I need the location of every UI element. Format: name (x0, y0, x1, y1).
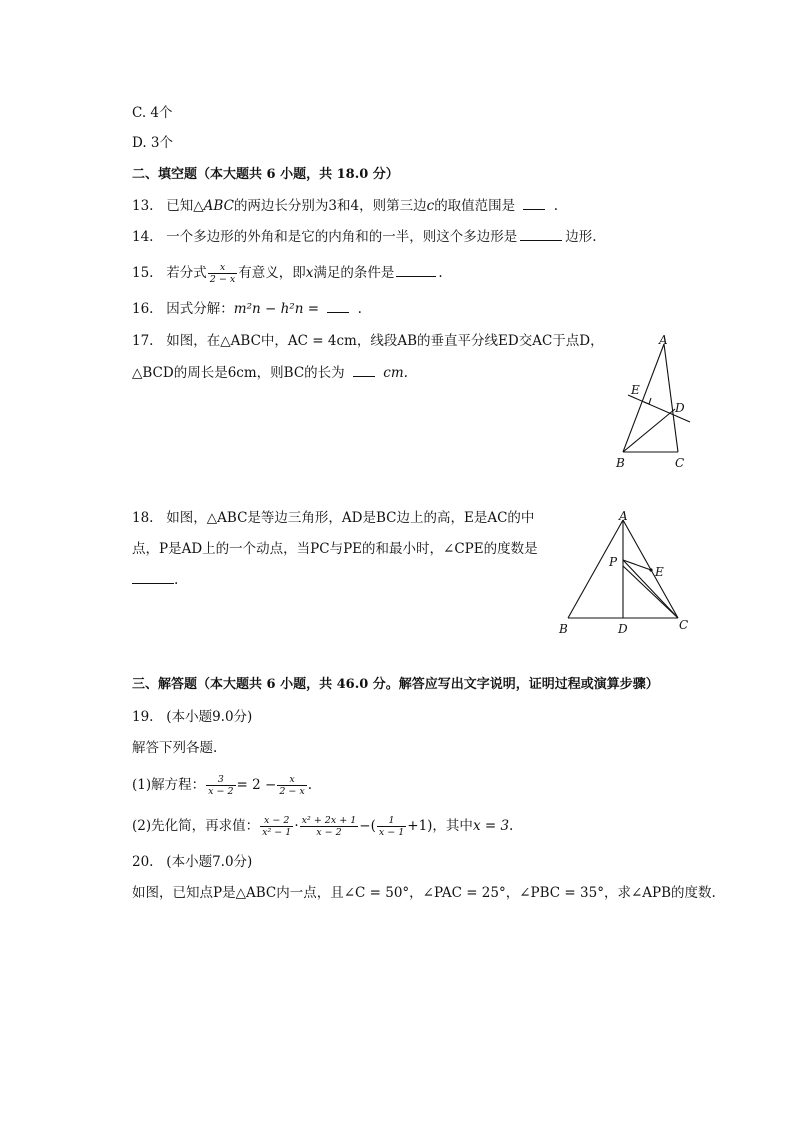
question-number: 20. (132, 854, 154, 870)
side-ab (623, 344, 664, 452)
label-d: D (675, 401, 685, 415)
question-19-intro: 解答下列各题. (132, 740, 218, 756)
question-18-line3: . (132, 571, 178, 589)
fraction: $\frac{x - 2}{\text{x² − 1}}$ (262, 815, 292, 838)
question-number: 14. (132, 229, 154, 245)
label-b: B (559, 622, 568, 636)
question-13: 13. 已知△ABC的两边长分别为3和4，则第三边c的取值范围是 . (132, 198, 559, 214)
label-c: C (679, 618, 689, 632)
fraction: $\frac{3}{x - 2}$ (208, 774, 234, 797)
answer-blank[interactable] (396, 264, 436, 277)
label-e: E (631, 383, 640, 397)
label-a: A (659, 333, 668, 347)
question-14: 14. 一个多边形的外角和是它的内角和的一半，则这个多边形是 边形. (132, 229, 597, 245)
answer-blank[interactable] (353, 364, 375, 377)
question-number: 15. (132, 265, 154, 281)
question-number: 17. (132, 333, 154, 349)
answer-blank[interactable] (132, 571, 174, 584)
answer-blank[interactable] (520, 228, 562, 241)
answer-blank[interactable] (523, 197, 545, 210)
option-c: C. 4个 (132, 105, 173, 121)
section-3-title: 三、解答题（本大题共 6 小题，共 46.0 分。解答应写出文字说明，证明过程或演算步骤） (132, 677, 659, 692)
label-d: D (618, 622, 628, 636)
question-19-part2: (2)先化简，再求值： $\frac{x - 2}{\text{x² − 1}}$ · $\frac{\text{x² + 2x + 1}}{x - 2}$ −( $\frac{1}{x - 1}$ +1)，其中x = 3. (132, 815, 514, 838)
label-b: B (616, 456, 625, 470)
question-20-text: 如图，已知点P是△ABC内一点，且∠C = 50°，∠PAC = 25°，∠PBC = 35°，求∠APB的度数. (132, 885, 716, 901)
question-16: 16. 因式分解：m²n − h²n = . (132, 301, 362, 317)
question-17-line2: △BCD的周长是6cm，则BC的长为 cm. (132, 365, 408, 381)
label-c: C (675, 456, 685, 470)
figure-q17-triangle (608, 332, 708, 472)
question-17: 17. 如图，在△ABC中，AC = 4cm，线段AB的垂直平分线ED交AC于点D， (132, 333, 604, 349)
question-18-line2: 点，P是AD上的一个动点，当PC与PE的和最小时，∠CPE的度数是 (132, 541, 538, 557)
question-19-header: 19. (本小题9.0分) (132, 709, 253, 725)
fraction: $\frac{x}{2 - x}$ (209, 262, 236, 285)
fraction: $\frac{\text{x² + 2x + 1}}{x - 2}$ (301, 815, 357, 838)
fraction: $\frac{x}{2 - x}$ (279, 774, 305, 797)
question-18: 18. 如图，△ABC是等边三角形，AD是BC边上的高，E是AC的中 (132, 510, 535, 526)
segment-pc-2 (623, 566, 678, 618)
question-19-part1: (1)解方程： $\frac{3}{x - 2}$ = 2 − $\frac{x}{2 - x}$ . (132, 774, 313, 797)
answer-blank[interactable] (327, 300, 349, 313)
fraction: $\frac{1}{x - 1}$ (378, 815, 405, 838)
label-p: P (609, 555, 618, 569)
side-ac (664, 344, 678, 452)
label-a: A (619, 509, 628, 523)
question-number: 19. (132, 709, 154, 725)
question-20-header: 20. (本小题7.0分) (132, 854, 253, 870)
question-number: 18. (132, 510, 154, 526)
point-e (649, 568, 652, 571)
side-ab (568, 520, 623, 618)
option-d: D. 3个 (132, 135, 174, 151)
question-number: 16. (132, 301, 154, 317)
question-number: 13. (132, 198, 154, 214)
question-15: 15. 若分式 $\frac{x}{2 - x}$ 有意义，即x满足的条件是 . (132, 262, 443, 285)
section-2-title: 二、填空题（本大题共 6 小题，共 18.0 分） (132, 167, 399, 182)
label-e: E (655, 565, 664, 579)
figure-q18-equilateral-triangle (553, 508, 693, 638)
right-angle-mark (644, 398, 651, 404)
